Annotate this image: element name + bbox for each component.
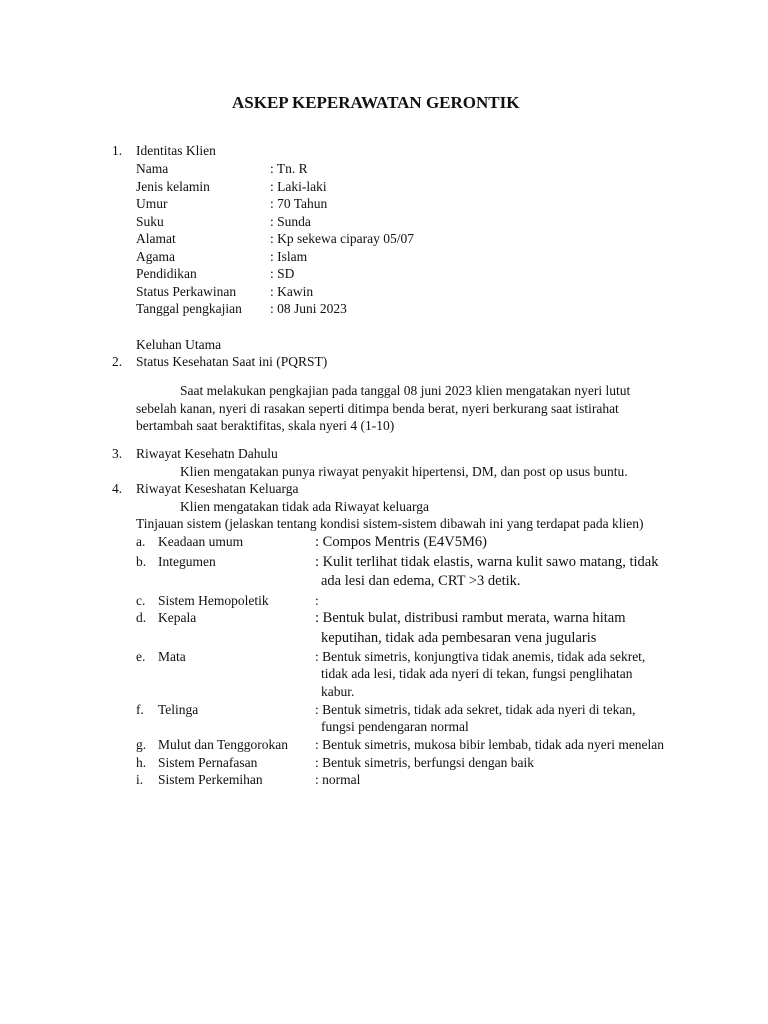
section-4-heading: Riwayat Keseshatan Keluarga: [136, 481, 299, 496]
document-title: ASKEP KEPERAWATAN GERONTIK: [232, 93, 520, 112]
riwayat-dahulu-text: Klien mengatakan punya riwayat penyakit hipertensi, DM, dan post op usus buntu.: [180, 464, 628, 479]
section-3-number: 3.: [112, 446, 123, 461]
riwayat-keluarga-text: Klien mengatakan tidak ada Riwayat keluarga: [180, 499, 430, 514]
system-item-value-mulut-tenggorokan: : Bentuk simetris, mukosa bibir lembab, tidak ada nyeri menelan: [315, 737, 665, 752]
identity-label-status-perkawinan: Status Perkawinan: [136, 284, 237, 299]
identity-value-status-perkawinan: : Kawin: [270, 284, 314, 299]
system-item-value-kepala-line-1: : Bentuk bulat, distribusi rambut merata, warna hitam: [315, 610, 626, 626]
system-item-value-kepala-line-2: keputihan, tidak ada pembesaran vena jugularis: [321, 630, 597, 646]
system-item-label-mata: Mata: [158, 649, 186, 664]
identity-label-suku: Suku: [136, 214, 164, 229]
system-item-letter-d: d.: [136, 610, 147, 625]
system-item-letter-h: h.: [136, 755, 147, 770]
system-item-label-pernafasan: Sistem Pernafasan: [158, 755, 258, 770]
identity-value-pendidikan: : SD: [270, 266, 295, 281]
system-item-label-telinga: Telinga: [158, 702, 199, 717]
identity-value-nama: : Tn. R: [270, 161, 308, 176]
tinjauan-sistem-intro: Tinjauan sistem (jelaskan tentang kondisi sistem-sistem dibawah ini yang terdapat pada klien): [136, 516, 644, 531]
identity-value-suku: : Sunda: [270, 214, 311, 229]
identity-value-alamat: : Kp sekewa ciparay 05/07: [270, 231, 414, 246]
section-2-heading: Status Kesehatan Saat ini (PQRST): [136, 354, 328, 369]
section-2-number: 2.: [112, 354, 123, 369]
system-item-label-integumen: Integumen: [158, 554, 216, 569]
system-item-label-mulut-tenggorokan: Mulut dan Tenggorokan: [158, 737, 289, 752]
system-item-value-keadaan-umum: : Compos Mentris (E4V5M6): [315, 534, 487, 550]
identity-label-umur: Umur: [136, 196, 168, 211]
keluhan-utama-heading: Keluhan Utama: [136, 337, 222, 352]
system-item-letter-i: i.: [136, 772, 144, 787]
system-item-value-integumen-line-2: ada lesi dan edema, CRT >3 detik.: [321, 573, 521, 589]
system-item-label-perkemihan: Sistem Perkemihan: [158, 772, 263, 787]
identity-value-umur: : 70 Tahun: [270, 196, 328, 211]
system-item-value-mata-line-1: : Bentuk simetris, konjungtiva tidak anemis, tidak ada sekret,: [315, 649, 646, 664]
pqrst-paragraph-line-2: sebelah kanan, nyeri di rasakan seperti ditimpa benda berat, nyeri berkurang saat istirahat: [136, 401, 619, 416]
pqrst-paragraph-line-1: Saat melakukan pengkajian pada tanggal 08 juni 2023 klien mengatakan nyeri lutut: [180, 383, 631, 398]
system-item-letter-f: f.: [136, 702, 144, 717]
system-item-letter-c: c.: [136, 593, 146, 608]
system-item-letter-a: a.: [136, 534, 146, 549]
identity-value-agama: : Islam: [270, 249, 308, 264]
system-item-label-keadaan-umum: Keadaan umum: [158, 534, 244, 549]
system-item-letter-b: b.: [136, 554, 147, 569]
identity-label-jenis-kelamin: Jenis kelamin: [136, 179, 210, 194]
identity-value-tanggal-pengkajian: : 08 Juni 2023: [270, 301, 347, 316]
system-item-value-telinga-line-1: : Bentuk simetris, tidak ada sekret, tidak ada nyeri di tekan,: [315, 702, 636, 717]
system-item-label-hemopoletik: Sistem Hemopoletik: [158, 593, 269, 608]
identity-label-pendidikan: Pendidikan: [136, 266, 197, 281]
system-item-value-hemopoletik: :: [315, 593, 319, 608]
section-4-number: 4.: [112, 481, 123, 496]
system-item-value-mata-line-3: kabur.: [321, 684, 355, 699]
identity-value-jenis-kelamin: : Laki-laki: [270, 179, 327, 194]
system-item-label-kepala: Kepala: [158, 610, 197, 625]
section-1-heading: Identitas Klien: [136, 143, 216, 158]
system-item-value-mata-line-2: tidak ada lesi, tidak ada nyeri di tekan, fungsi penglihatan: [321, 666, 633, 681]
system-item-letter-g: g.: [136, 737, 147, 752]
pqrst-paragraph-line-3: bertambah saat beraktifitas, skala nyeri 4 (1-10): [136, 418, 395, 433]
section-1-number: 1.: [112, 143, 123, 158]
identity-label-alamat: Alamat: [136, 231, 176, 246]
identity-label-agama: Agama: [136, 249, 175, 264]
identity-label-tanggal-pengkajian: Tanggal pengkajian: [136, 301, 242, 316]
system-item-letter-e: e.: [136, 649, 146, 664]
system-item-value-pernafasan: : Bentuk simetris, berfungsi dengan baik: [315, 755, 534, 770]
system-item-value-telinga-line-2: fungsi pendengaran normal: [321, 719, 469, 734]
system-item-value-perkemihan: : normal: [315, 772, 361, 787]
system-item-value-integumen-line-1: : Kulit terlihat tidak elastis, warna kulit sawo matang, tidak: [315, 554, 659, 570]
identity-label-nama: Nama: [136, 161, 169, 176]
section-3-heading: Riwayat Kesehatn Dahulu: [136, 446, 278, 461]
